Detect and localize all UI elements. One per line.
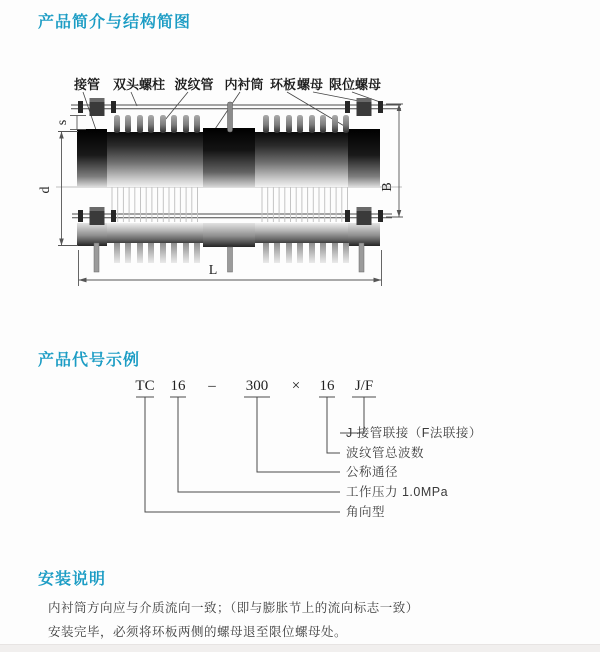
- section-heading-install: 安装说明: [38, 571, 107, 588]
- connecting-pipe-label: 接管: [73, 77, 101, 92]
- code-segment-times: ×: [291, 378, 301, 394]
- right-flange: [348, 129, 380, 187]
- section-heading-code: 产品代号示例: [38, 352, 141, 369]
- dimension-s: [55, 116, 86, 130]
- dimension-label-d: d: [38, 186, 53, 194]
- bellows-label: 波纹管: [174, 77, 214, 92]
- stud-label: 双头螺柱: [112, 77, 166, 92]
- left-flange: [77, 129, 107, 187]
- tie-rod-bottom: [72, 214, 392, 218]
- hidden-bellows-lines: [112, 187, 348, 222]
- install-line-2: 安装完毕，必须将环板两侧的螺母退至限位螺母处。: [48, 624, 348, 639]
- code-line: [135, 378, 373, 394]
- dimension-B: [380, 104, 403, 217]
- code-meaning-diameter: 公称通径: [346, 465, 399, 479]
- diagram-part-labels: [73, 77, 381, 92]
- limit-nut-label: 限位螺母: [328, 77, 382, 92]
- code-segment-connection: J/F: [354, 378, 374, 394]
- code-segment-diameter: 300: [245, 378, 269, 394]
- expansion-joint-diagram: [0, 60, 460, 310]
- code-meaning-pressure: 工作压力 1.0MPa: [346, 485, 449, 499]
- nut-label: 螺母: [296, 77, 324, 92]
- code-meanings: [346, 425, 482, 519]
- code-leader-tree: [145, 397, 364, 512]
- dimension-label-B: B: [380, 182, 395, 192]
- tie-rod-top: [71, 105, 401, 109]
- dimension-label-L: L: [208, 263, 218, 278]
- dimension-label-s: s: [55, 119, 70, 126]
- code-segment-dash: –: [208, 378, 216, 394]
- code-meaning-waves: 波纹管总波数: [346, 446, 425, 460]
- joint-body-top: [77, 128, 380, 187]
- code-segment-pressure: 16: [170, 378, 186, 394]
- install-instructions: [48, 597, 568, 644]
- inner-liner-collar: [203, 128, 255, 187]
- ring-plate-label: 环板: [269, 77, 297, 92]
- dimension-d: [38, 132, 78, 246]
- code-meaning-connection: J 接管联接（F法联接）: [346, 426, 482, 440]
- code-meaning-type: 角向型: [346, 505, 386, 519]
- section-heading-intro: 产品简介与结构简图: [38, 14, 192, 31]
- inner-liner-label: 内衬筒: [224, 77, 264, 92]
- code-segment-type: TC: [135, 378, 155, 394]
- product-code-figure: [100, 373, 500, 525]
- code-segment-waves: 16: [319, 378, 335, 394]
- page-bottom-edge: [0, 644, 600, 652]
- install-line-1: 内衬筒方向应与介质流向一致；（即与膨胀节上的流向标志一致）: [48, 601, 419, 615]
